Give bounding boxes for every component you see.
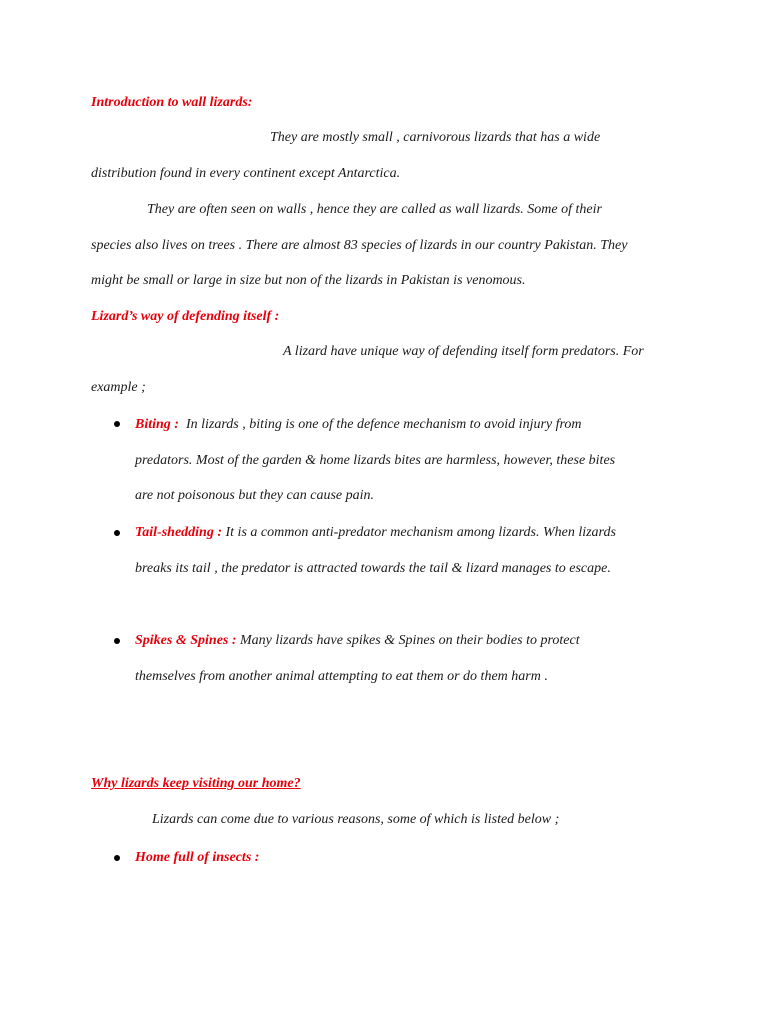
- paragraph-line: Lizards can come due to various reasons, some of which is listed below ;: [152, 812, 560, 827]
- list-item-term: Tail-shedding :: [135, 525, 222, 540]
- list-item-term: Spikes & Spines :: [135, 633, 237, 648]
- section-heading-visiting: Why lizards keep visiting our home?: [91, 776, 301, 791]
- bullet-dot-icon: [114, 421, 120, 427]
- paragraph-line: They are mostly small , carnivorous lizards that has a wide: [270, 130, 601, 145]
- list-item-term: Home full of insects :: [135, 850, 260, 865]
- paragraph-line: might be small or large in size but non of the lizards in Pakistan is venomous.: [91, 273, 526, 288]
- list-item-text: Many lizards have spikes & Spines on their bodies to protect: [240, 633, 580, 648]
- section-heading-intro: Introduction to wall lizards:: [91, 95, 253, 110]
- paragraph-line: A lizard have unique way of defending itself form predators. For: [283, 344, 644, 359]
- list-item-text: breaks its tail , the predator is attracted towards the tail & lizard manages to escape.: [135, 561, 611, 576]
- list-item-biting: [135, 416, 582, 434]
- paragraph-line: They are often seen on walls , hence they are called as wall lizards. Some of their: [147, 202, 602, 217]
- list-item-text: In lizards , biting is one of the defence mechanism to avoid injury from: [185, 417, 582, 432]
- paragraph-line: species also lives on trees . There are almost 83 species of lizards in our country Pakistan. They: [91, 238, 628, 253]
- list-item-text: predators. Most of the garden & home lizards bites are harmless, however, these bites: [135, 453, 616, 468]
- bullet-dot-icon: [114, 530, 120, 536]
- paragraph-line: distribution found in every continent except Antarctica.: [91, 166, 401, 181]
- list-item-text: themselves from another animal attempting to eat them or do them harm .: [135, 669, 548, 684]
- list-item-home-insects: [135, 849, 259, 867]
- list-item-text: It is a common anti-predator mechanism among lizards. When lizards: [225, 525, 616, 540]
- list-item-spikes-spines: [135, 632, 580, 650]
- bullet-dot-icon: [114, 855, 120, 861]
- paragraph-line: example ;: [91, 380, 146, 395]
- list-item-text: are not poisonous but they can cause pain.: [135, 488, 375, 503]
- bullet-dot-icon: [114, 638, 120, 644]
- list-item-term: Biting :: [135, 417, 179, 432]
- list-item-tail-shedding: [135, 524, 616, 542]
- section-heading-defence: Lizard’s way of defending itself :: [91, 309, 280, 324]
